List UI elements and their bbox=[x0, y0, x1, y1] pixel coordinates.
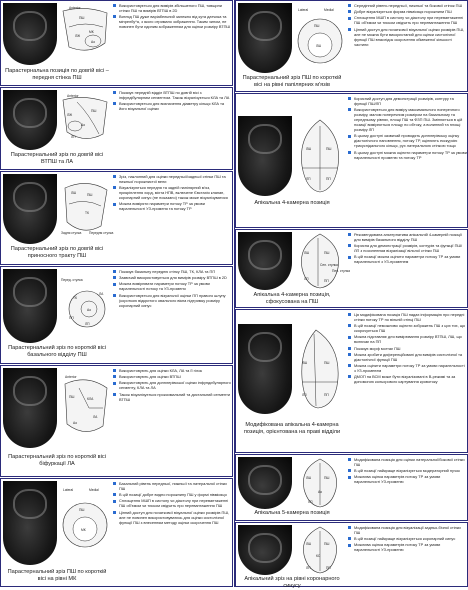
bullet-item: Модифікована позиція для візуалізації задньо-бічної стінки ПШ bbox=[348, 525, 467, 535]
view-caption: Парастернальний зріз по короткій вісі базального відділу ПШ bbox=[8, 345, 106, 358]
view-card bbox=[0, 478, 233, 587]
view-media bbox=[238, 457, 346, 509]
view-bullets bbox=[348, 3, 467, 48]
view-card bbox=[235, 522, 468, 587]
bullet-item: Використовується для вимірів збільшеного ПШ, товщини стінки ПШ та вимірів ВТПШ в 2D bbox=[113, 3, 232, 13]
diagram-label: Lateral bbox=[298, 8, 309, 12]
bullet-item: Використовується для визначення діаметру кільця КЛА та його візуальної оцінки bbox=[113, 101, 232, 111]
bullet-item: Показує базальну передню стінку ПШ, ТК, КЛА та ПП bbox=[113, 269, 232, 274]
bullet-item: В цьому доступі можна оцінити параметри потоку ТР за умови паралельності променю та потоку ТР bbox=[348, 150, 467, 160]
diagram-label: ЛП bbox=[306, 566, 311, 570]
diagram-label: ПП bbox=[326, 566, 331, 570]
view-card bbox=[235, 454, 468, 521]
diagram-label: Перед. стулка bbox=[61, 278, 83, 282]
diagram-label: Ао bbox=[73, 421, 78, 425]
diagram-label: ЛШ bbox=[306, 476, 312, 480]
diagram-label: КС bbox=[316, 554, 321, 558]
bullet-item: Цінний доступ для початкової візуальної оцінки розмірів ПШ, але не повинен використовуватись для оцінки систолічної функції ПШ з внесенням методу оцінки скорочення ПШ bbox=[113, 510, 232, 525]
diagram-label: ПШ bbox=[314, 24, 320, 28]
view-caption: Модифікована апікальна 4-камерна позиція, орієнтована на праві відділи bbox=[243, 422, 341, 435]
diagram-label: Medial bbox=[89, 488, 99, 492]
diagram-label: ПШ bbox=[69, 395, 75, 399]
diagram-label: Anterior bbox=[67, 94, 79, 98]
diagram-label: ТК bbox=[73, 296, 77, 300]
bullet-item: Можлива оцінка параметрів потоку ТР за умови паралельності УЗ-променю bbox=[348, 474, 467, 484]
diagram-label: ПШ bbox=[324, 251, 330, 255]
bullet-item: Рекомендована альтернатива апікальній 4-камерній позиції для вимірів базального відділу ПШ bbox=[348, 232, 467, 242]
diagram-label: ЛШ bbox=[304, 251, 310, 255]
schematic-diagram bbox=[294, 457, 346, 509]
diagram-label: ЛШ bbox=[302, 361, 308, 365]
schematic-diagram bbox=[59, 368, 111, 448]
echo-image bbox=[238, 232, 292, 290]
diagram-label: ЛШ bbox=[306, 542, 312, 546]
bullet-item: Можна виміряти параметри потоку ТР за умови паралельності УЗ-променя та потоку ТР bbox=[113, 201, 232, 211]
diagram-label: ПШ bbox=[87, 193, 93, 197]
view-caption: Парастернальна позиція по довгій вісі – передня стінка ПШ bbox=[5, 68, 109, 81]
schematic-diagram bbox=[294, 232, 350, 290]
bullet-item: Сплощення МШП в систолу чи діастолу при перевантаженні ПШ об'ємом чи тиском свідчить про перевантаження ПШ bbox=[348, 15, 467, 25]
diagram-label: ЛП bbox=[308, 500, 313, 504]
diagram-label: Задня стулка bbox=[61, 231, 82, 235]
view-card bbox=[0, 87, 233, 170]
bullet-item: Сплощення МШП в систолу чи діастолу при перевантаженні ПШ об'ємом чи тиском свідчить про перевантаження ПШ bbox=[113, 498, 232, 508]
view-bullets bbox=[113, 269, 232, 309]
schematic-diagram bbox=[59, 174, 114, 244]
bullet-item: Можлива оцінка параметрів потоку ТР за умови паралельності УЗ-променю bbox=[348, 542, 467, 552]
echo-image bbox=[238, 116, 292, 196]
bullet-item: Базальний рівень передньої, нижньої та латеральної стінки ПШ bbox=[113, 481, 232, 491]
bullet-item: Зріз, наклонний для оцінки передньої/задньої стінки ПШ та нижньої порожнистої вени bbox=[113, 174, 232, 184]
view-media bbox=[238, 232, 350, 290]
bullet-item: В цьому доступі зазвичай проводять допплерівську оцінку діастолічного наповнення, потоку ТР, оцінюють екскурсію трикуспідального кільця, рух латеральною стінкою тощо bbox=[348, 133, 467, 148]
bullet-item: Використовують для оцінки КЛА, ЛА та її гілок bbox=[113, 368, 232, 373]
diagram-label: МК bbox=[89, 30, 94, 34]
schematic-diagram bbox=[59, 90, 111, 150]
diagram-label: ЛП bbox=[304, 277, 309, 281]
view-media bbox=[238, 3, 346, 73]
view-card bbox=[0, 171, 233, 265]
echo-image bbox=[238, 324, 292, 414]
bullet-item: Показує передній відділ ВТПШ по довгій вісі з інфундібулярним сегментом. Також візуалізується КЛА та ЛА bbox=[113, 90, 232, 100]
diagram-label: ПШ bbox=[79, 508, 85, 512]
diagram-label: ПП bbox=[324, 279, 329, 283]
bullet-item: Візуалізуються передня та задній папілярний м'яз, прикріплення хорд, міхта НПВ, включене Євстахія клапан, коронарний синус (не показано) також може візуалізуватися bbox=[113, 185, 232, 200]
diagram-label: Ao bbox=[318, 490, 323, 494]
diagram-label: Ао bbox=[87, 308, 92, 312]
diagram-label: ЛЖ bbox=[75, 34, 81, 38]
view-caption: Парастернальний зріз по довгій вісі ВТПШ та ЛА bbox=[10, 152, 104, 165]
diagram-label: ЛА bbox=[99, 292, 104, 296]
view-caption: Апікальна 4-камерна позиція bbox=[254, 200, 330, 206]
echo-image bbox=[3, 174, 57, 244]
view-card bbox=[0, 266, 233, 364]
view-caption: Парастернальний зріз по короткій вісі біфуркації ЛА bbox=[8, 454, 106, 467]
view-bullets bbox=[348, 312, 467, 385]
diagram-label: ЛА bbox=[93, 415, 98, 419]
view-card bbox=[235, 93, 468, 228]
diagram-label: ПШ bbox=[79, 16, 85, 20]
view-bullets bbox=[113, 174, 232, 213]
bullet-item: Можна зробити диференційовані для вимірів систолічної та діастолічної функції ПШ bbox=[348, 352, 467, 362]
view-card bbox=[235, 309, 468, 453]
diagram-label: Anterior bbox=[65, 375, 77, 379]
view-card bbox=[235, 0, 468, 92]
view-caption: Апікальна 4-камерна позиція, сфокусована на ПШ bbox=[253, 292, 331, 305]
bullet-item: Можна підставляє для вимірювання розміру ВТПШ, ЛШ, що включає на ПП bbox=[348, 334, 467, 344]
diagram-label: ЛП bbox=[306, 177, 311, 181]
bullet-item: В цій позиції добре видно порожнину ПШ у формі півмісяця bbox=[113, 492, 232, 497]
view-media bbox=[238, 525, 346, 575]
bullet-item: Також візуалізується проксимальний та дистальний сегменти ВТПШ bbox=[113, 392, 232, 402]
echo-image bbox=[3, 3, 57, 65]
diagram-label: Medial bbox=[324, 8, 334, 12]
view-bullets bbox=[113, 90, 232, 112]
bullet-item: Використовують для допплерівської оцінки інфундибулярного сегменту, КЛА та ЛА bbox=[113, 380, 232, 390]
bullet-item: Корисна для демонстрації розмірів, контурів та функції ПШ/ЛП з посиленням візуалізації вільної стінки ПШ bbox=[348, 243, 467, 253]
diagram-label: Сеп. стулка bbox=[320, 263, 338, 267]
echo-image bbox=[3, 368, 57, 448]
bullet-item: Використовується для виміру максимального поперечного розміру, малом поперечним розміром на базальному та середньому рівнях, площі ПШ та ФЗП ПШ. Змінюється в цій позиції вимірюється площу по обтоку, а волинний та площі розміру ЛП bbox=[348, 107, 467, 132]
bullet-item: В цій позиції найкраще візуалізується коронарний синус bbox=[348, 536, 467, 541]
bullet-item: В цій позиції найкраще візуалізується модераторний пучок bbox=[348, 468, 467, 473]
view-media bbox=[3, 481, 111, 565]
bullet-item: Добре візуалізується форма півмісяця порожнини ПШ bbox=[348, 9, 467, 14]
diagram-label: ПШ bbox=[326, 147, 332, 151]
bullet-item: Використовують для оцінки ВТПШ bbox=[113, 374, 232, 379]
diagram-label: Ао bbox=[81, 123, 86, 127]
view-caption: Апікальний зріз на рівні коронарного синусу bbox=[244, 576, 340, 589]
diagram-label: ЛШ bbox=[306, 147, 312, 151]
echo-image bbox=[3, 90, 57, 150]
view-caption: Апікальна 5-камерна позиція bbox=[254, 510, 330, 516]
view-media bbox=[3, 174, 114, 244]
view-bullets bbox=[348, 457, 467, 486]
diagram-label: Передня стулка bbox=[89, 231, 114, 235]
diagram-label: ПП bbox=[326, 177, 331, 181]
bullet-item: Зазвичай використовується для вимірів розміру ВТПШ в 2D bbox=[113, 275, 232, 280]
left-column bbox=[0, 0, 233, 587]
bullet-item: Можна вимірювати параметри потоку ТР за умови паралельності потоку та УЗ-променя bbox=[113, 281, 232, 291]
bullet-item: Показує морф могтає ПШ bbox=[348, 346, 467, 351]
echo-image bbox=[238, 525, 292, 575]
view-bullets bbox=[348, 232, 467, 266]
diagram-label: ЛП bbox=[302, 393, 307, 397]
diagram-label: МК bbox=[81, 528, 86, 532]
diagram-label: ПШ bbox=[324, 476, 330, 480]
view-bullets bbox=[113, 481, 232, 526]
bullet-item: Середінний рівень передньої, нижньої та бокової стінок ПШ bbox=[348, 3, 467, 8]
view-media bbox=[3, 3, 111, 65]
bullet-item: Ця модифікована позиція ПШ надає інформацію про передні стінки потоку ТР по вільній стінці ПШ bbox=[348, 312, 467, 322]
view-caption: Парастернальний зріз ПШ по короткій вісі на рівні МК bbox=[7, 569, 107, 582]
diagram-label: ПШ bbox=[91, 109, 97, 113]
diagram-label: Lateral bbox=[63, 488, 74, 492]
view-bullets bbox=[113, 368, 232, 403]
bullet-item: В цій позиції можна оцінити параметри потоку ТР за умови паралельності з УЗ-променем bbox=[348, 254, 467, 264]
view-media bbox=[238, 116, 346, 196]
view-media bbox=[3, 368, 111, 448]
diagram-label: ЛШ bbox=[71, 191, 77, 195]
bullet-item: Використовується для візуальної оцінки ПП правого шлуну (короткою відкритого овального вікна підтримку розміру коронарний синус bbox=[113, 293, 232, 308]
bullet-item: Корисний доступ для демонстрації розмірів, контуру та функції ПШ/ЛП bbox=[348, 96, 467, 106]
schematic-diagram bbox=[294, 3, 346, 73]
bullet-item: Модифікована позиція для оцінки латеральної/бокової стінки ПШ bbox=[348, 457, 467, 467]
bullet-item: Вигляд ПШ дуже варіабельний залежно від кута датчика та мінрелбу*а, з якого отримано зображення. Таким чином, не повинен бути єдиним зображенням для оцінки розміру ВТПШ bbox=[113, 14, 232, 29]
bullet-item: В цій позиції неможливо оцінити зображень ПШ з цих тих, що скорочується ПШ bbox=[348, 323, 467, 333]
view-bullets bbox=[113, 3, 232, 30]
diagram-label: ЛЖ bbox=[67, 113, 73, 117]
schematic-diagram bbox=[59, 269, 111, 343]
schematic-diagram bbox=[59, 481, 111, 565]
diagram-label: Пер. стулка bbox=[332, 269, 350, 273]
diagram-label: Anterior bbox=[69, 6, 81, 10]
diagram-label: ПП bbox=[324, 393, 329, 397]
right-column bbox=[235, 0, 468, 587]
bullet-item: ДМОП на ВСМ може бути візуалізовані в В-режимі та за допомогою кольорового картування кровотоку bbox=[348, 374, 467, 384]
view-bullets bbox=[348, 525, 467, 554]
schematic-diagram bbox=[294, 116, 346, 196]
view-card bbox=[0, 365, 233, 477]
view-caption: Парастернальний зріз ПШ по короткій вісі на рівні папілярних м'язів bbox=[242, 75, 342, 88]
schematic-diagram bbox=[294, 324, 346, 414]
schematic-diagram bbox=[294, 525, 346, 575]
view-caption: Парастернальний зріз по довгій вісі приносного тракту ПШ bbox=[10, 246, 104, 259]
bullet-item: Цінний доступ для початкової візуальної оцінки розмірів ПШ, але не можна бути використаний для оцінки систолічної функції ПШ внаслідок скорочення обмеженої кількості частини bbox=[348, 27, 467, 47]
echo-image bbox=[238, 3, 292, 73]
diagram-label: ТК bbox=[85, 211, 89, 215]
bullet-item: Можна оцінити параметри потоку ТР за умови паралельності з УЗ-променем bbox=[348, 363, 467, 373]
view-media bbox=[238, 324, 346, 414]
diagram-label: ЛП bbox=[85, 322, 90, 326]
echo-image bbox=[3, 481, 57, 565]
diagram-label: ПШ bbox=[324, 542, 330, 546]
schematic-diagram bbox=[59, 3, 111, 65]
diagram-label: ЛШ bbox=[316, 44, 322, 48]
view-media bbox=[3, 269, 111, 343]
diagram-label: КЛА bbox=[87, 397, 94, 401]
view-card bbox=[0, 0, 233, 86]
diagram-label: ПШ bbox=[324, 361, 330, 365]
diagram-label: ПП bbox=[69, 316, 74, 320]
echo-image bbox=[238, 457, 292, 509]
diagram-label: Ao bbox=[91, 40, 96, 44]
diagram-label: ЛП bbox=[71, 135, 76, 139]
echo-image bbox=[3, 269, 57, 343]
view-bullets bbox=[348, 96, 467, 161]
view-card bbox=[235, 229, 468, 308]
view-media bbox=[3, 90, 111, 150]
